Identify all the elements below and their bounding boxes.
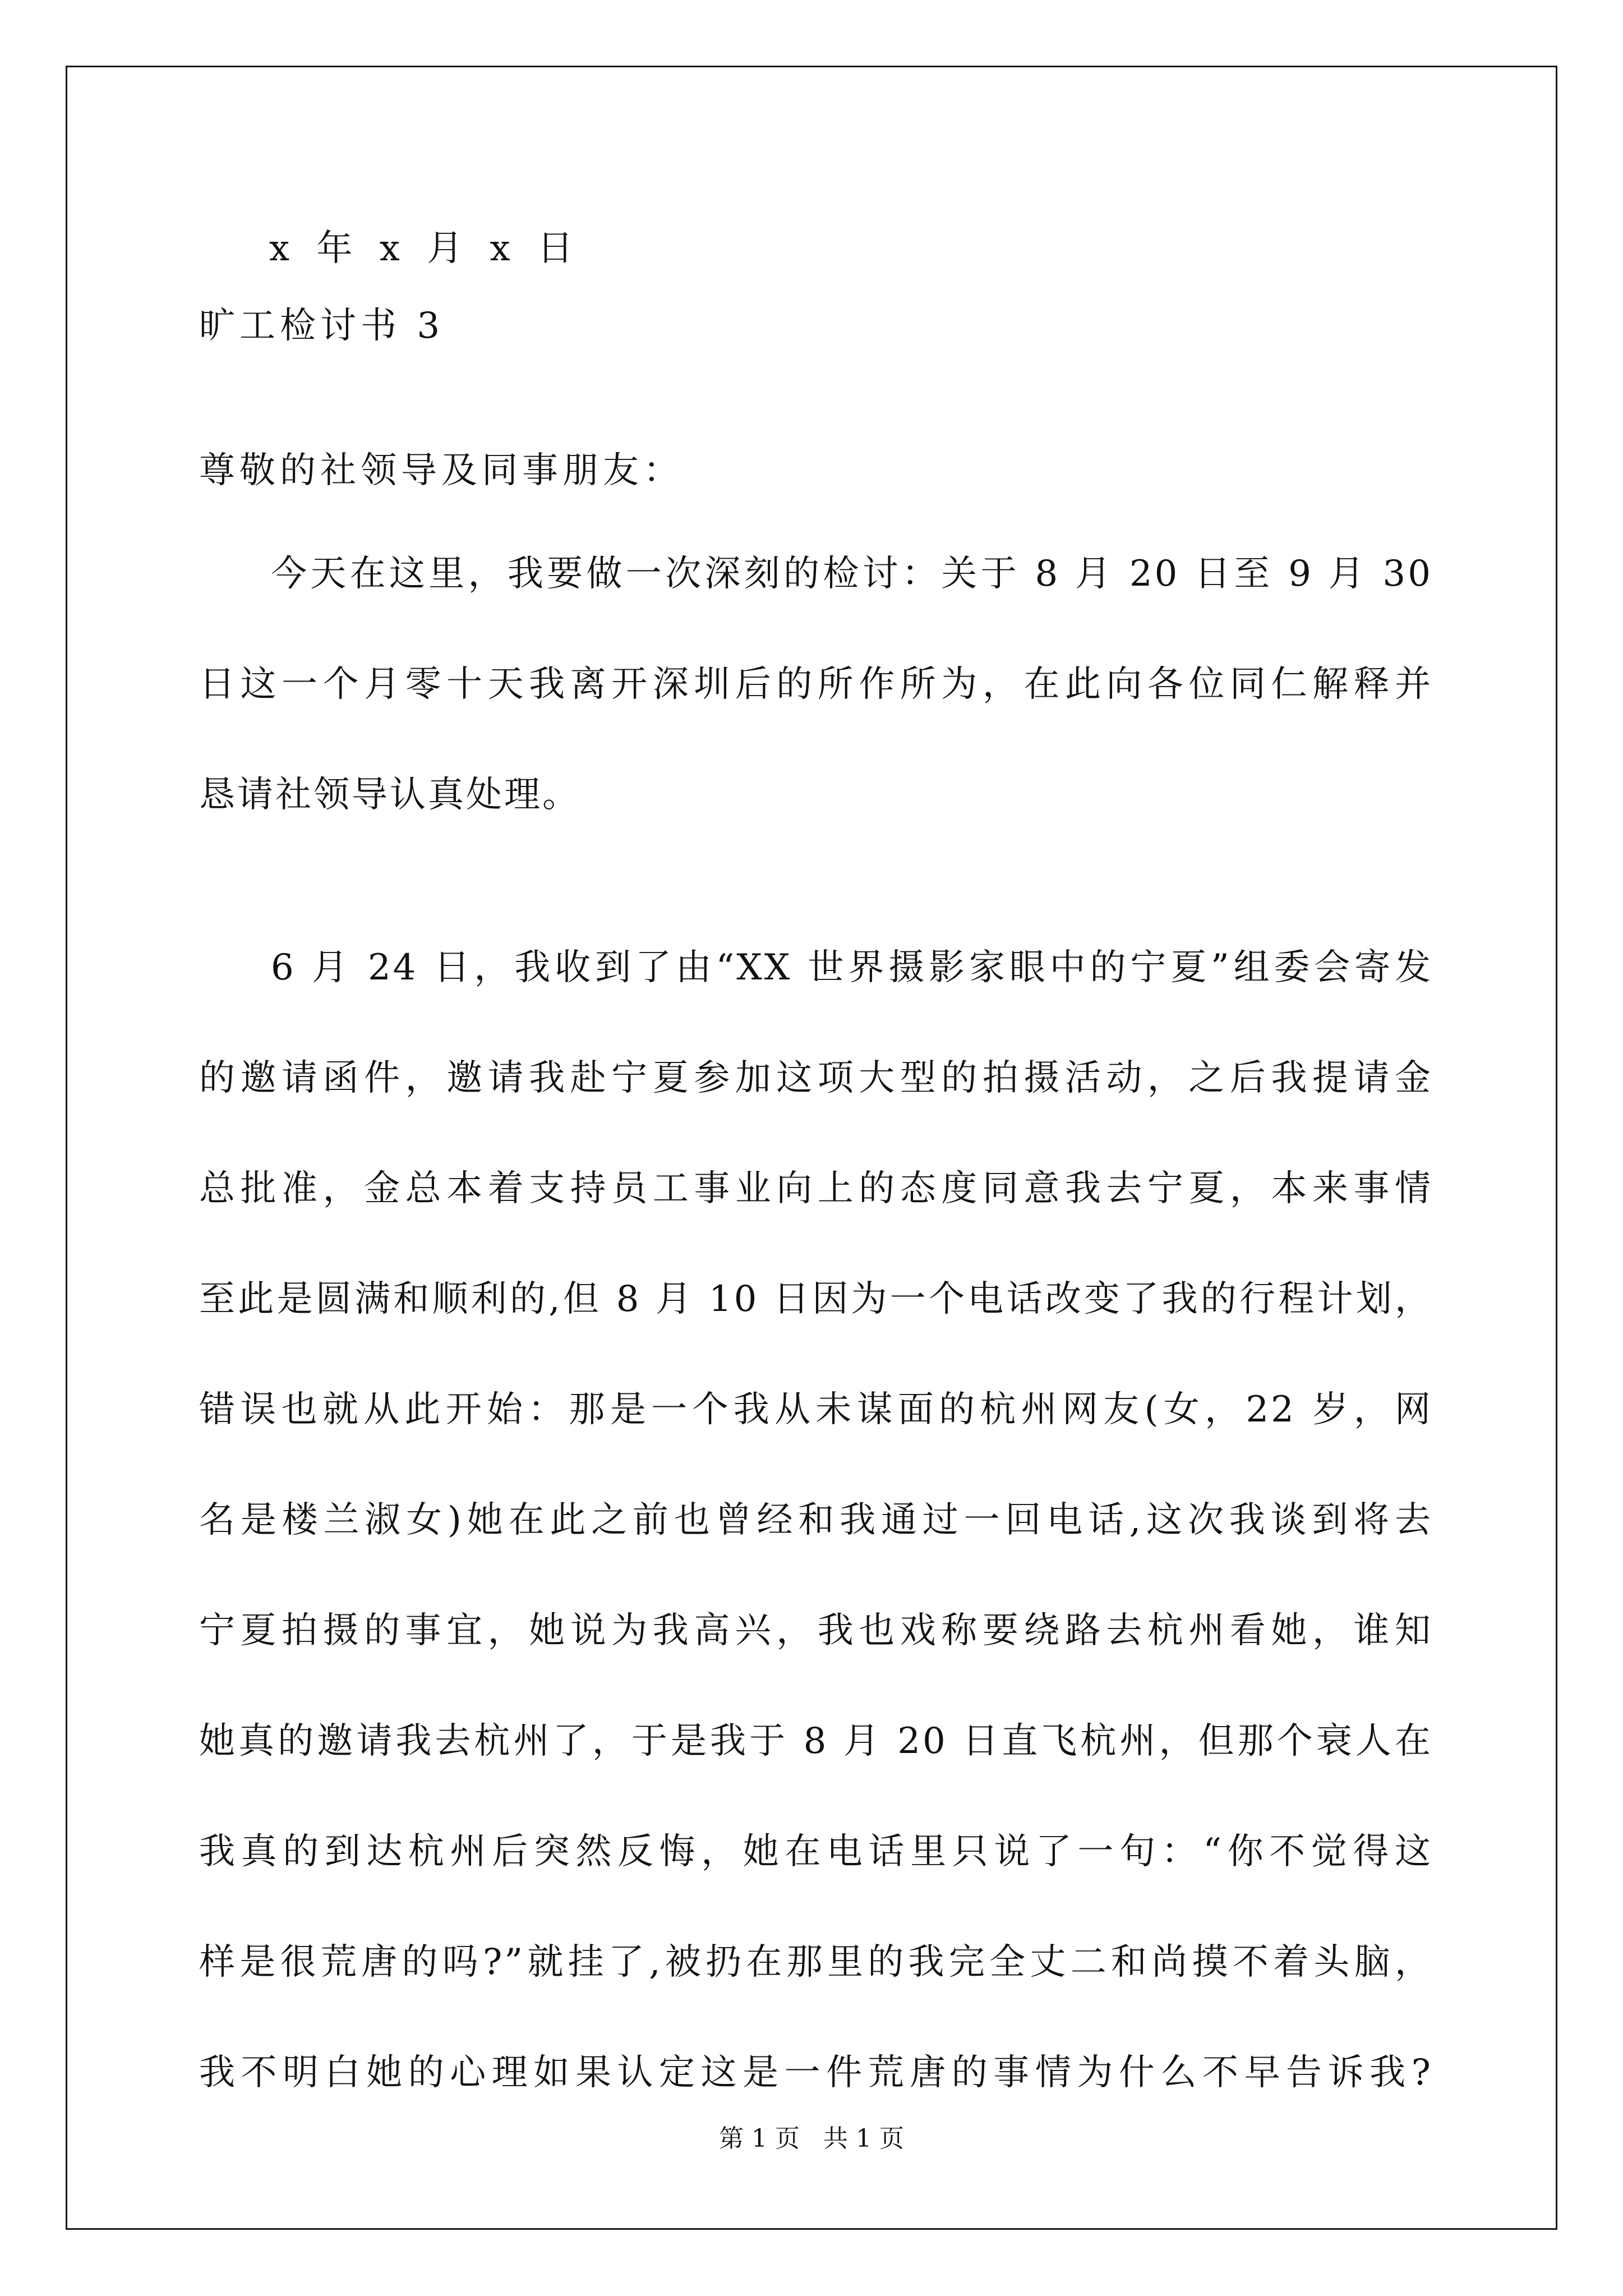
paragraph-line: 宁夏拍摄的事宜，她说为我高兴，我也戏称要绕路去杭州看她，谁知 <box>199 1610 1433 1651</box>
paragraph-2 <box>199 949 1433 2091</box>
paragraph-line: 至此是圆满和顺利的,但 8 月 10 日因为一个电话改变了我的行程计划， <box>199 1278 1433 1320</box>
paragraph-line: 恳请社领导认真处理。 <box>199 774 580 816</box>
salutation: 尊敬的社领导及同事朋友： <box>199 450 684 491</box>
paragraph-line: 名是楼兰淑女)她在此之前也曾经和我通过一回电话,这次我谈到将去 <box>199 1499 1433 1541</box>
page-footer: 第 1 页 共 1 页 <box>719 2124 904 2153</box>
paragraph-line: 她真的邀请我去杭州了，于是我于 8 月 20 日直飞杭州，但那个衰人在 <box>199 1720 1433 1762</box>
paragraph-line: 我真的到达杭州后突然反悔，她在电话里只说了一句：“你不觉得这 <box>199 1831 1433 1872</box>
paragraph-line: 总批准，金总本着支持员工事业向上的态度同意我去宁夏，本来事情 <box>199 1168 1433 1209</box>
date-line: x 年 x 月 x 日 <box>269 228 581 269</box>
paragraph-line: 的邀请函件，邀请我赴宁夏参加这项大型的拍摄活动，之后我提请金 <box>199 1057 1433 1099</box>
paragraph-line: 我不明白她的心理如果认定这是一件荒唐的事情为什么不早告诉我? <box>199 2052 1433 2093</box>
paragraph-line: 今天在这里，我要做一次深刻的检讨：关于 8 月 20 日至 9 月 30 <box>271 553 1433 595</box>
paragraph-line: 样是很荒唐的吗?”就挂了,被扔在那里的我完全丈二和尚摸不着头脑， <box>199 1941 1433 1983</box>
paragraph-line: 6 月 24 日，我收到了由“XX 世界摄影家眼中的宁夏”组委会寄发 <box>271 947 1433 988</box>
paragraph-line: 日这一个月零十天我离开深圳后的所作所为，在此向各位同仁解释并 <box>199 664 1433 705</box>
paragraph-1 <box>199 553 1433 816</box>
paragraph-line: 错误也就从此开始：那是一个我从未谋面的杭州网友(女，22 岁，网 <box>199 1389 1433 1430</box>
document-title: 旷工检讨书 3 <box>199 305 445 347</box>
